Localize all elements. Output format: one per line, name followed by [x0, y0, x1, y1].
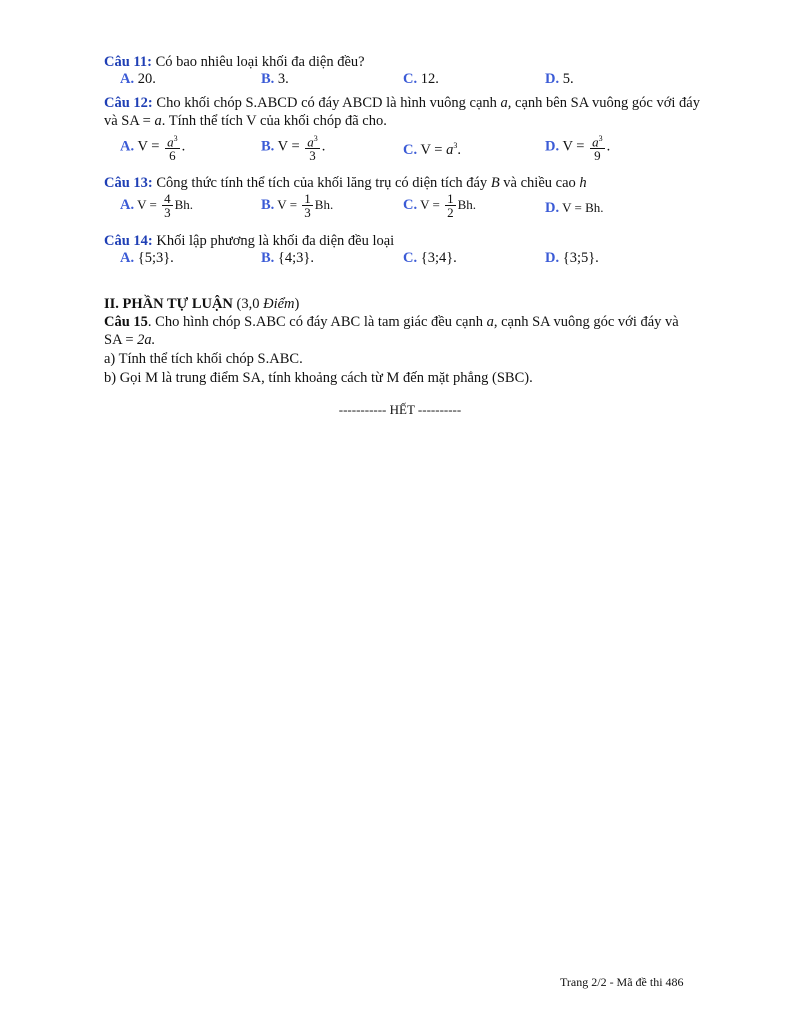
question-12: Câu 12: Cho khối chóp S.ABCD có đáy ABCD là hình vuông cạnh a, cạnh bên SA vuông góc với đáy và SA = a. Tính thể tích V của khối chóp đã cho.: [104, 95, 700, 129]
question-12-options: [120, 132, 700, 168]
question-11-options: [120, 71, 700, 91]
q14-option-a: A. {5;3}.: [120, 250, 174, 266]
q12-option-a: A. V = $\frac{a^3}{6}$ .: [120, 134, 186, 164]
page-footer: Trang 2/2 - Mã đề thi 486: [560, 975, 684, 989]
q12-option-d: D. V = $\frac{a^3}{9}$ .: [545, 134, 611, 164]
question-13-label: Câu 13:: [104, 175, 153, 191]
q11-option-d: D. 5.: [545, 71, 574, 87]
question-12-label: Câu 12:: [104, 95, 153, 111]
question-13-options: [120, 192, 700, 228]
q14-option-d: D. {3;5}.: [545, 250, 599, 266]
q14-option-c: C. {3;4}.: [403, 250, 457, 266]
end-mark: ----------- HẾT ----------: [338, 402, 462, 417]
question-15: Câu 15. Cho hình chóp S.ABC có đáy ABC là tam giác đều cạnh a, cạnh SA vuông góc với đáy và SA = 2a.: [104, 314, 679, 348]
section-2-heading: II. PHẦN TỰ LUẬN (3,0 Điểm): [104, 296, 300, 312]
q13-option-c: C. V = $\frac{1}{2}$ Bh.: [403, 191, 477, 220]
question-14-label: Câu 14:: [104, 233, 153, 249]
question-14: Câu 14: Khối lập phương là khối đa diện đều loại: [104, 233, 395, 249]
q13-option-a: A. V = $\frac{4}{3}$ Bh.: [120, 191, 194, 220]
q11-option-c: C. 12.: [403, 71, 439, 87]
question-15-label: Câu 15: [104, 314, 148, 330]
q14-option-b: B. {4;3}.: [261, 250, 314, 266]
q13-option-d: D. V = Bh.: [545, 200, 604, 216]
q13-option-b: B. V = $\frac{1}{3}$ Bh.: [261, 191, 334, 220]
q11-option-a: A. 20.: [120, 71, 156, 87]
question-13: Câu 13: Công thức tính thể tích của khối lăng trụ có diện tích đáy B và chiều cao h: [104, 175, 587, 191]
question-11-label: Câu 11:: [104, 54, 152, 70]
q12-option-c: C. $V = a^3$.: [403, 141, 461, 158]
question-11: [104, 53, 700, 71]
question-15-part-b: b) Gọi M là trung điểm SA, tính khoảng cách từ M đến mặt phẳng (SBC).: [104, 370, 533, 386]
q12-option-b: B. V = $\frac{a^3}{3}$ .: [261, 134, 326, 164]
question-11-text: Có bao nhiêu loại khối đa diện đều?: [151, 54, 365, 70]
question-14-options: [120, 250, 700, 270]
q11-option-b: B. 3.: [261, 71, 289, 87]
question-15-part-a: a) Tính thể tích khối chóp S.ABC.: [104, 351, 303, 367]
